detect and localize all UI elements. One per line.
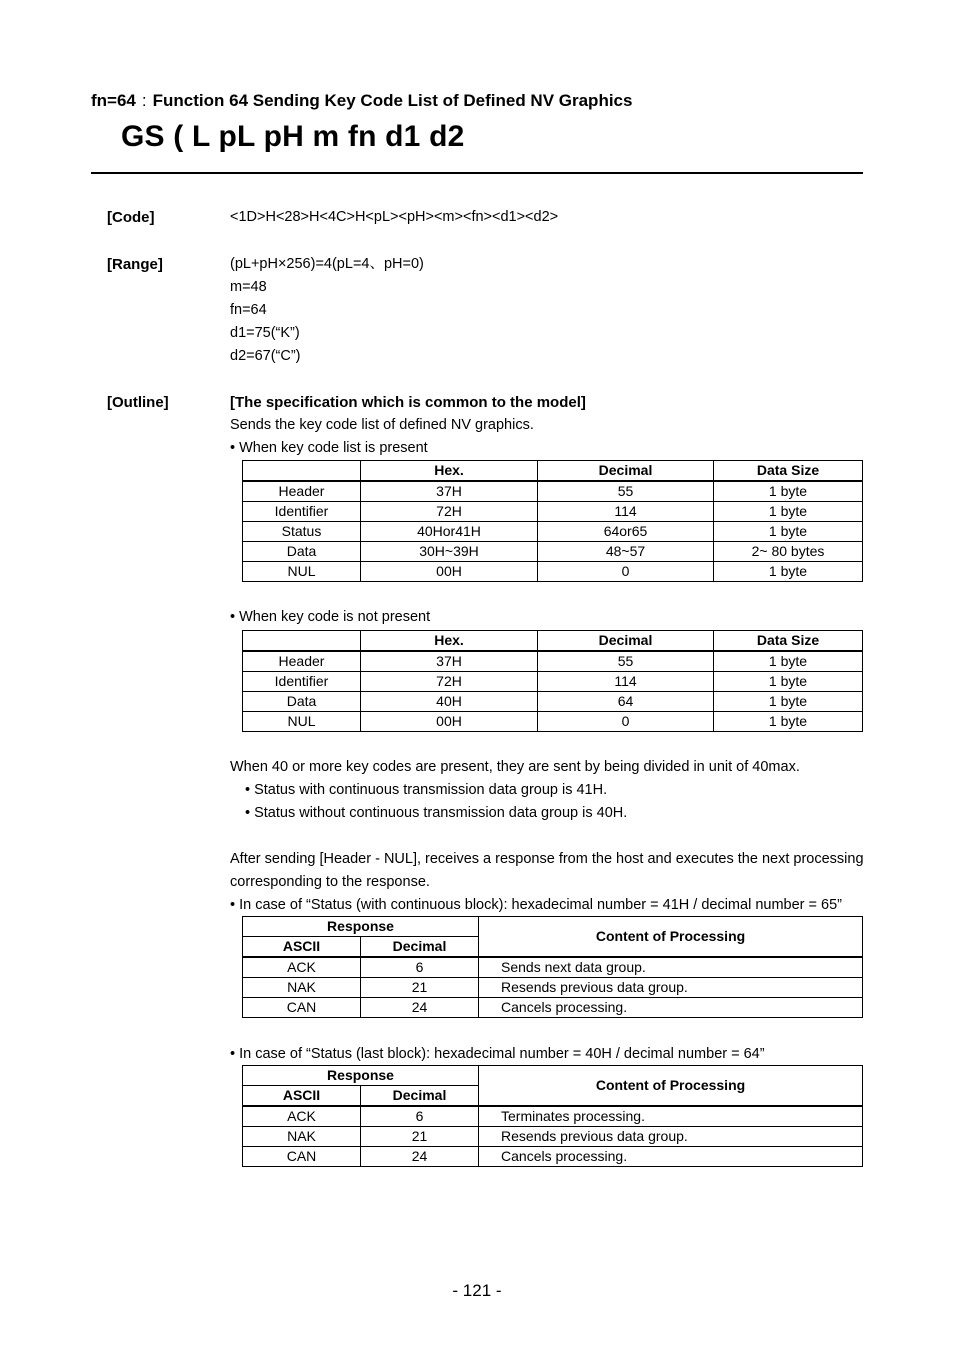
table-row (243, 562, 863, 582)
cell: Status (243, 522, 361, 542)
cell: Identifier (243, 502, 361, 522)
function-subtitle (91, 91, 632, 111)
cell: Resends previous data group. (479, 978, 863, 998)
cell: NUL (243, 562, 361, 582)
outline-heading: [The specification which is common to the model] (230, 394, 586, 411)
cell: CAN (243, 998, 361, 1018)
column-header: Decimal (538, 461, 714, 482)
cell: 2~ 80 bytes (714, 542, 863, 562)
cell: 6 (361, 957, 479, 978)
cell: ACK (243, 957, 361, 978)
outline-intro: Sends the key code list of defined NV graphics. (230, 417, 534, 433)
column-header (243, 461, 361, 482)
cell: CAN (243, 1147, 361, 1167)
after-sending-line-1: After sending [Header - NUL], receives a response from the host and executes the next processing (230, 851, 864, 867)
code-label: [Code] (107, 209, 155, 226)
key-code-not-present-table (242, 630, 863, 732)
cell: Cancels processing. (479, 1147, 863, 1167)
present-caption: • When key code list is present (230, 440, 428, 456)
range-line: d1=75(“K”) (230, 325, 300, 341)
bullet-last: • Status without continuous transmission data group is 40H. (245, 805, 628, 821)
cell: 48~57 (538, 542, 714, 562)
cell: 1 byte (714, 712, 863, 732)
after-sending-line-2: corresponding to the response. (230, 874, 430, 890)
cell: NUL (243, 712, 361, 732)
cell: 30H~39H (361, 542, 538, 562)
cell: 1 byte (714, 672, 863, 692)
divide-note: When 40 or more key codes are present, they are sent by being divided in unit of 40max. (230, 759, 800, 775)
cell: 1 byte (714, 651, 863, 672)
table-row (243, 978, 863, 998)
cell: 40Hor41H (361, 522, 538, 542)
range-line: fn=64 (230, 302, 267, 318)
function-title: Function 64 Sending Key Code List of Defined NV Graphics (152, 91, 633, 110)
column-header: Data Size (714, 461, 863, 482)
response-table-continuous (242, 916, 863, 1018)
response-header: Response (243, 917, 479, 937)
table-row (243, 1147, 863, 1167)
cell: 24 (361, 998, 479, 1018)
cell: NAK (243, 1127, 361, 1147)
cell: Identifier (243, 672, 361, 692)
table-row (243, 1106, 863, 1127)
table-row (243, 651, 863, 672)
cell: 55 (538, 651, 714, 672)
table-row (243, 957, 863, 978)
cell: 72H (361, 672, 538, 692)
table-row (243, 522, 863, 542)
case-last-caption: • In case of “Status (last block): hexadecimal number = 40H / decimal number = 64” (230, 1046, 765, 1062)
cell: 1 byte (714, 692, 863, 712)
outline-label: [Outline] (107, 394, 169, 411)
table-row (243, 672, 863, 692)
cell: Sends next data group. (479, 957, 863, 978)
cell: 37H (361, 651, 538, 672)
cell: 114 (538, 672, 714, 692)
cell: Header (243, 481, 361, 502)
key-code-present-table (242, 460, 863, 582)
table-row (243, 502, 863, 522)
cell: Data (243, 542, 361, 562)
table-row (243, 481, 863, 502)
table-row (243, 542, 863, 562)
cell: Cancels processing. (479, 998, 863, 1018)
range-line: m=48 (230, 279, 267, 295)
command-title: GS ( L pL pH m fn d1 d2 (121, 120, 465, 153)
table-row (243, 692, 863, 712)
cell: Header (243, 651, 361, 672)
table-row (243, 712, 863, 732)
code-value: <1D>H<28>H<4C>H<pL><pH><m><fn><d1><d2> (230, 209, 559, 225)
cell: 1 byte (714, 502, 863, 522)
content-header: Content of Processing (479, 917, 863, 958)
range-label: [Range] (107, 256, 163, 273)
response-header: Response (243, 1066, 479, 1086)
ascii-header: ASCII (243, 937, 361, 958)
cell: 00H (361, 562, 538, 582)
cell: 21 (361, 978, 479, 998)
title-divider (91, 172, 863, 174)
cell: 21 (361, 1127, 479, 1147)
cell: Terminates processing. (479, 1106, 863, 1127)
cell: Data (243, 692, 361, 712)
table-row (243, 1127, 863, 1147)
cell: 6 (361, 1106, 479, 1127)
cell: 00H (361, 712, 538, 732)
cell: 0 (538, 712, 714, 732)
cell: NAK (243, 978, 361, 998)
range-line: (pL+pH×256)=4(pL=4、pH=0) (230, 256, 424, 272)
column-header (243, 631, 361, 652)
cell: 64 (538, 692, 714, 712)
column-header: Decimal (538, 631, 714, 652)
range-line: d2=67(“C”) (230, 348, 301, 364)
case-continuous-caption: • In case of “Status (with continuous block): hexadecimal number = 41H / decimal number = 65” (230, 897, 842, 913)
ascii-header: ASCII (243, 1086, 361, 1107)
content-header: Content of Processing (479, 1066, 863, 1107)
cell: 64or65 (538, 522, 714, 542)
decimal-header: Decimal (361, 1086, 479, 1107)
table-row (243, 998, 863, 1018)
cell: 114 (538, 502, 714, 522)
bullet-continuous: • Status with continuous transmission data group is 41H. (245, 782, 608, 798)
decimal-header: Decimal (361, 937, 479, 958)
column-header: Hex. (361, 461, 538, 482)
cell: 55 (538, 481, 714, 502)
cell: 1 byte (714, 562, 863, 582)
fn-label: fn=64 (91, 91, 136, 110)
cell: 1 byte (714, 522, 863, 542)
cell: 72H (361, 502, 538, 522)
page-number: - 121 - (452, 1281, 502, 1300)
cell: 0 (538, 562, 714, 582)
response-table-last (242, 1065, 863, 1167)
column-header: Data Size (714, 631, 863, 652)
cell: Resends previous data group. (479, 1127, 863, 1147)
cell: 24 (361, 1147, 479, 1167)
cell: 1 byte (714, 481, 863, 502)
cell: ACK (243, 1106, 361, 1127)
not-present-caption: • When key code is not present (230, 609, 431, 625)
separator: : (141, 91, 147, 110)
column-header: Hex. (361, 631, 538, 652)
cell: 37H (361, 481, 538, 502)
cell: 40H (361, 692, 538, 712)
range-lines (230, 253, 424, 368)
